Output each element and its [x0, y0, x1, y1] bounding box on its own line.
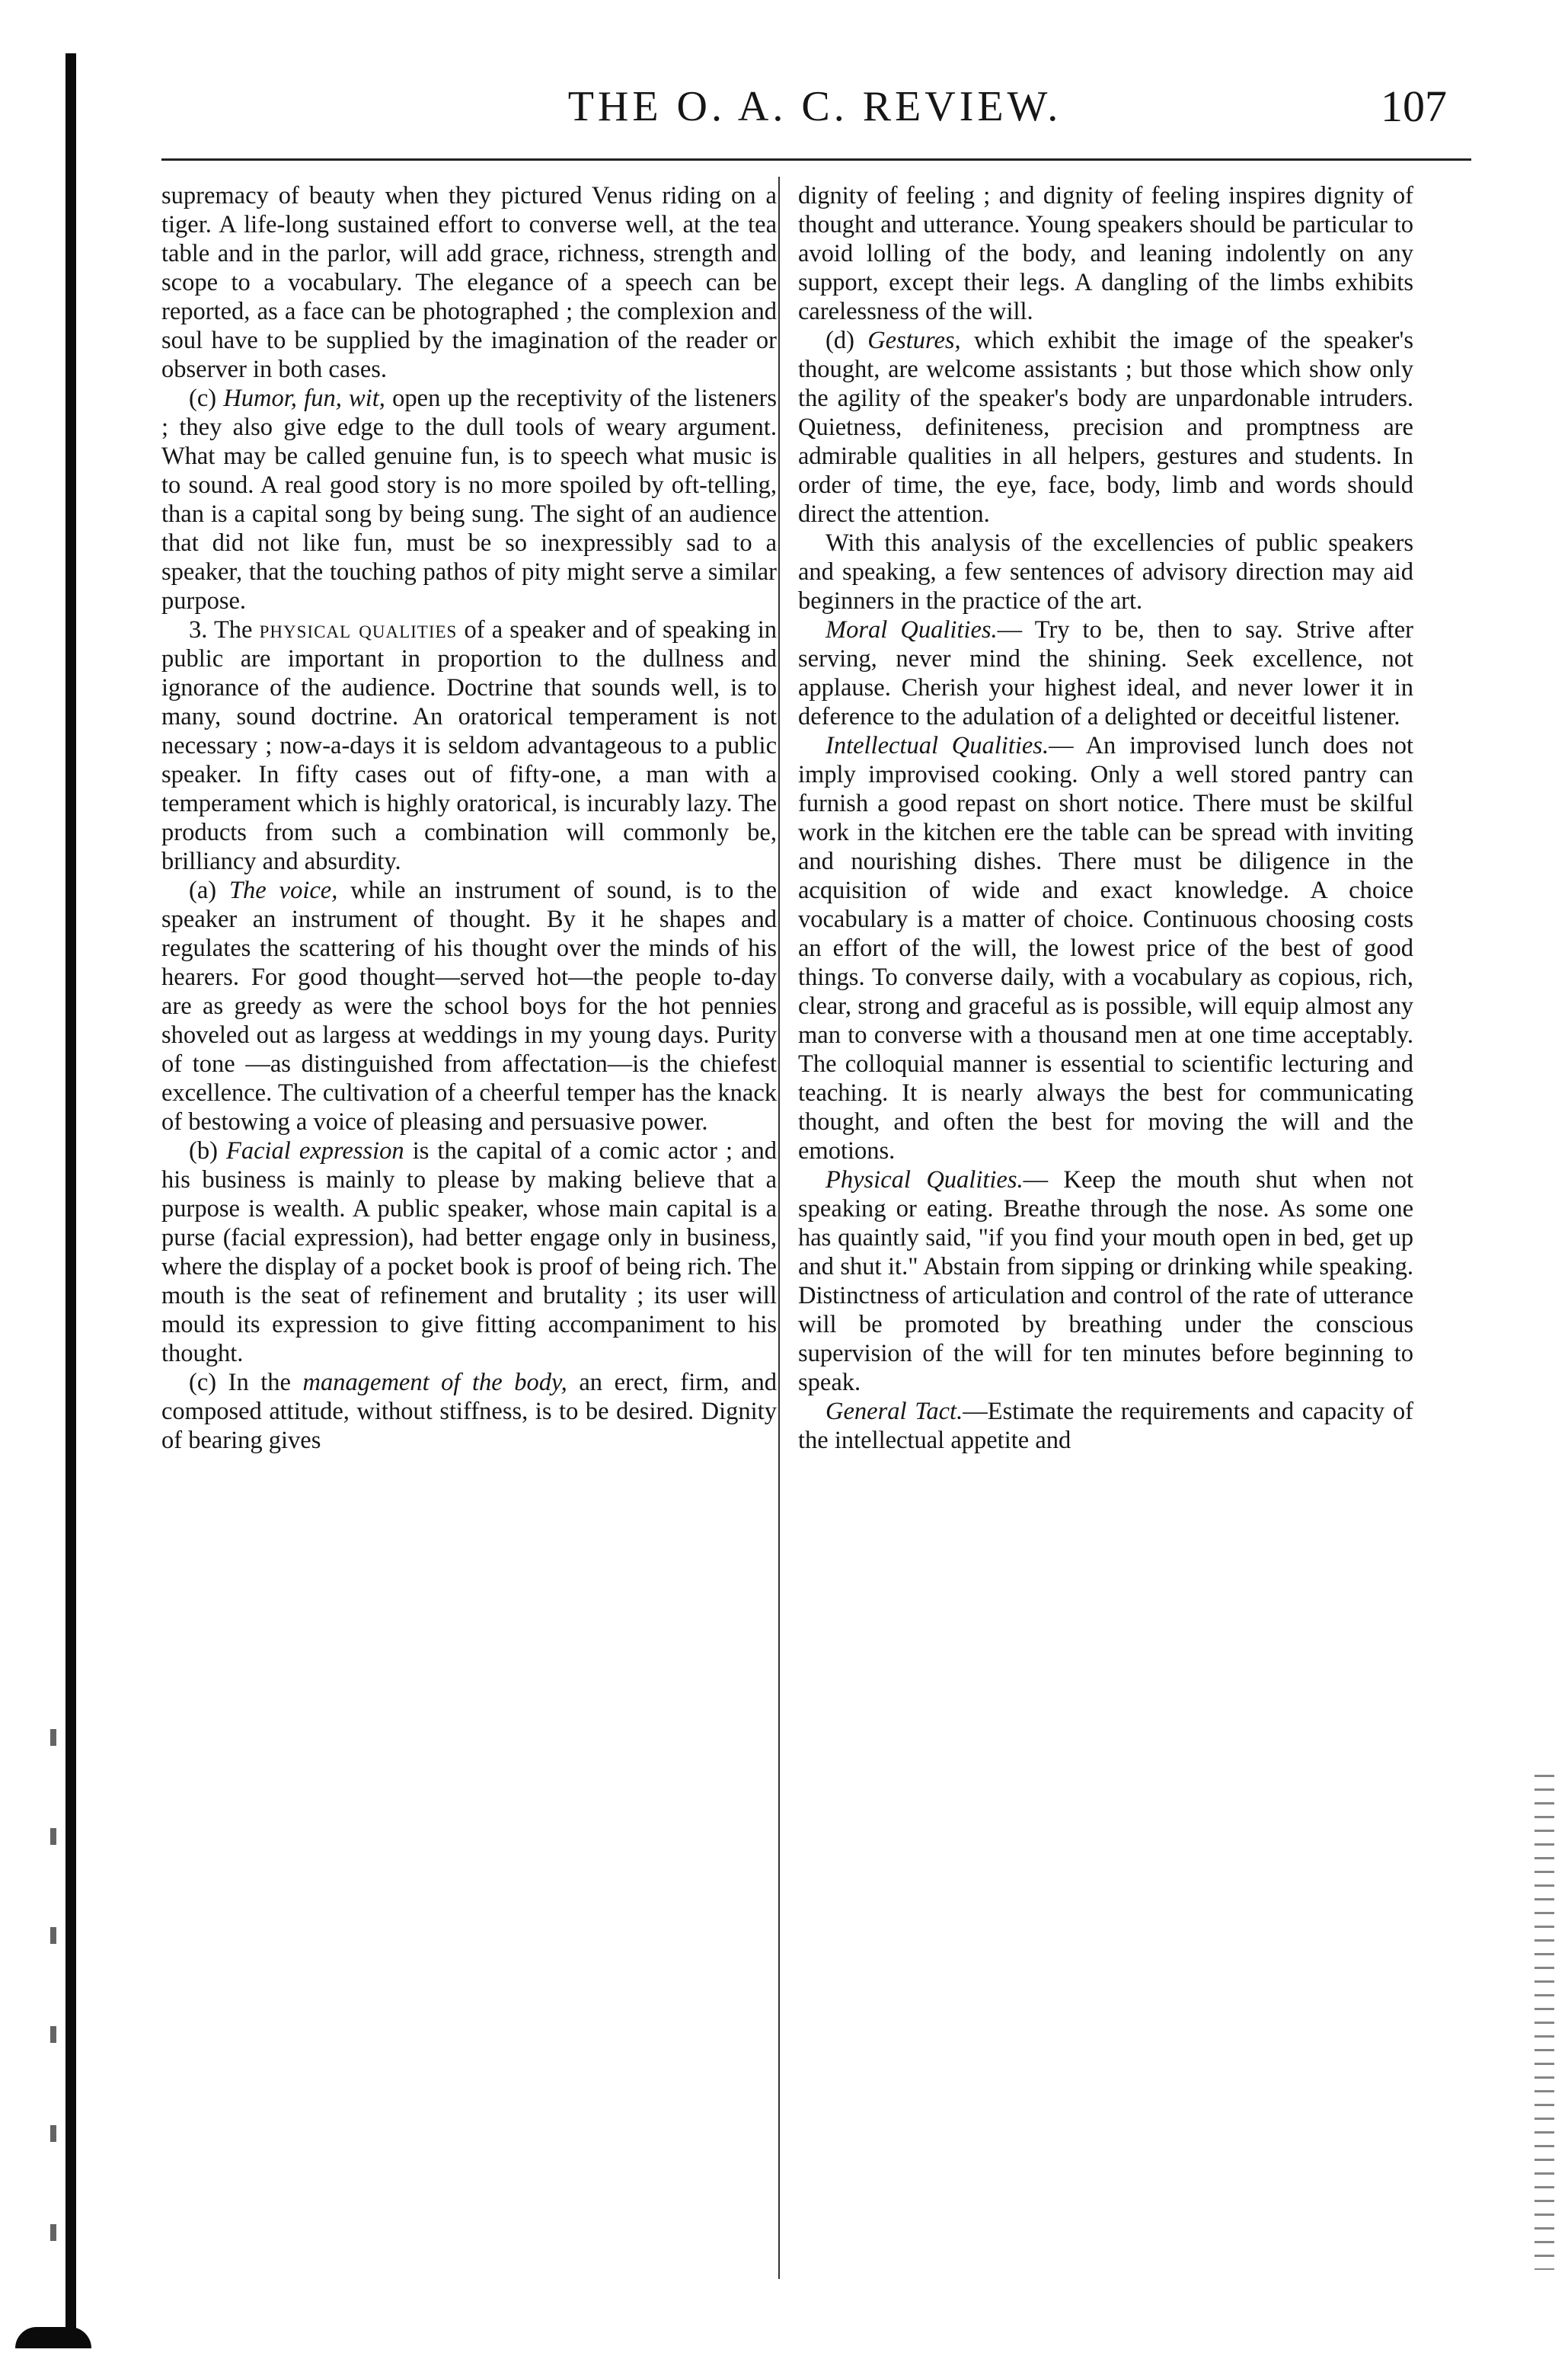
section-heading: physical qualities	[259, 616, 458, 644]
section-heading: General Tact.	[826, 1398, 963, 1425]
paragraph: (b) Facial expression is the capital of a comic actor ; and his business is mainly to please by making believe that a purpose is wealth. A public speaker, whose main capital is a purse (facial expression), had better engage only in business, where the display of a pocket book is proof of being rich. The mouth is the seat of refinement and brutality ; its user will mould its expression to give fitting accompaniment to his thought.	[161, 1137, 777, 1367]
right-column	[798, 181, 1413, 1455]
paragraph: Intellectual Qualities.— An improvised lunch does not imply improvised cooking. Only a well stored pantry can furnish a good repast on short notice. There must be skilful work in the kitchen ere the table can be spread with inviting and nourishing dishes. There must be diligence in the acquisition of wide and exact knowledge. A choice vocabulary is a matter of choice. Continuous choosing costs an effort of the will, the lowest price of the best of good things. To converse daily, with a vocabulary as copious, rich, clear, strong and graceful as is possible, will equip almost any man to converse with a thousand men at one time acceptably. The colloquial manner is essential to scientific lecturing and teaching. It is nearly always the best for communicating thought, and often the best for moving the will and the emotions.	[798, 732, 1413, 1165]
paragraph: supremacy of beauty when they pictured Venus riding on a tiger. A life-long sustained effort to converse well, at the tea table and in the parlor, will add grace, richness, strength and scope to a vocabulary. The elegance of a speech can be reported, as a face can be photographed ; the complexion and soul have to be supplied by the imagination of the reader or observer in both cases.	[161, 182, 777, 383]
column-divider	[778, 177, 780, 2279]
section-heading: Physical Qualities.	[826, 1166, 1024, 1194]
header-rule	[161, 158, 1471, 161]
paragraph: 3. The physical qualities of a speaker and of speaking in public are important in proportion to the dullness and ignorance of the audience. Doctrine that sounds well, is to many, sound doctrine. An oratorical temperament is not necessary ; now-a-days it is seldom advantageous to a public speaker. In fifty cases out of fifty-one, a man with a temperament which is highly oratorical, is incurably lazy. The products from such a combination will commonly be, brilliancy and absurdity.	[161, 616, 777, 875]
paragraph: General Tact.—Estimate the requirements and capacity of the intellectual appetite and	[798, 1398, 1414, 1454]
margin-marks	[50, 1729, 56, 2247]
paragraph: (c) In the management of the body, an erect, firm, and composed attitude, without stiffness, is to be desired. Dignity of bearing gives	[161, 1369, 778, 1454]
section-heading: Gestures,	[867, 327, 961, 354]
running-title: THE O. A. C. REVIEW.	[567, 83, 1062, 130]
paragraph: Moral Qualities.— Try to be, then to say. Strive after serving, never mind the shining. Seek excellence, not applause. Cherish your highest ideal, and never lower it in deference to the adulation of a delighted or deceitful listener.	[798, 616, 1413, 730]
binding-spine-foot	[15, 2327, 91, 2348]
section-heading: Humor, fun, wit,	[223, 385, 385, 412]
section-heading: Intellectual Qualities.	[826, 732, 1049, 759]
paragraph: Physical Qualities.— Keep the mouth shut when not speaking or eating. Breathe through the nose. As some one has quaintly said, "if you find your mouth open in bed, get up and shut it." Abstain from sipping or drinking while speaking. Distinctness of articulation and control of the rate of utterance will be promoted by breathing under the conscious supervision of the will for ten minutes before beginning to speak.	[798, 1166, 1413, 1396]
edge-marks	[1534, 1775, 1554, 2270]
section-heading: Facial expression	[225, 1137, 404, 1165]
page-header	[160, 82, 1470, 143]
paragraph: (c) Humor, fun, wit, open up the receptivity of the listeners ; they also give edge to the dull tools of weary argument. What may be called genuine fun, is to speech what music is to sound. A real good story is no more spoiled by oft-telling, than is a capital song by being sung. The sight of an audience that did not like fun, must be so inexpressibly sad to a speaker, that the touching pathos of pity might serve a similar purpose.	[161, 385, 777, 615]
page-number: 107	[1381, 82, 1447, 131]
left-column	[161, 181, 777, 1455]
section-heading: management of the body,	[302, 1369, 567, 1396]
paragraph: dignity of feeling ; and dignity of feeling inspires dignity of thought and utterance. Young speakers should be particular to avoid lolling of the body, and leaning indolently on any support, except their legs. A dangling of the limbs exhibits carelessness of the will.	[798, 182, 1413, 325]
section-heading: The voice,	[228, 877, 338, 904]
paragraph: With this analysis of the excellencies of public speakers and speaking, a few sentences of advisory direction may aid beginners in the practice of the art.	[798, 529, 1413, 615]
paragraph: (a) The voice, while an instrument of sound, is to the speaker an instrument of thought. By it he shapes and regulates the scattering of his thought over the minds of his hearers. For good thought—served hot—the people to-day are as greedy as were the school boys for the hot pennies shoveled out as largess at weddings in my young days. Purity of tone —as distinguished from affectation—is the chiefest excellence. The cultivation of a cheerful temper has the knack of bestowing a voice of pleasing and persuasive power.	[161, 877, 777, 1136]
paragraph: (d) Gestures, which exhibit the image of the speaker's thought, are welcome assistants ; but those which show only the agility of the speaker's body are unpardonable intruders. Quietness, definiteness, precision and promptness are admirable qualities in all helpers, gestures and students. In order of time, the eye, face, body, limb and words should direct the attention.	[798, 327, 1413, 528]
section-heading: Moral Qualities.	[826, 616, 998, 644]
binding-spine	[65, 53, 76, 2346]
